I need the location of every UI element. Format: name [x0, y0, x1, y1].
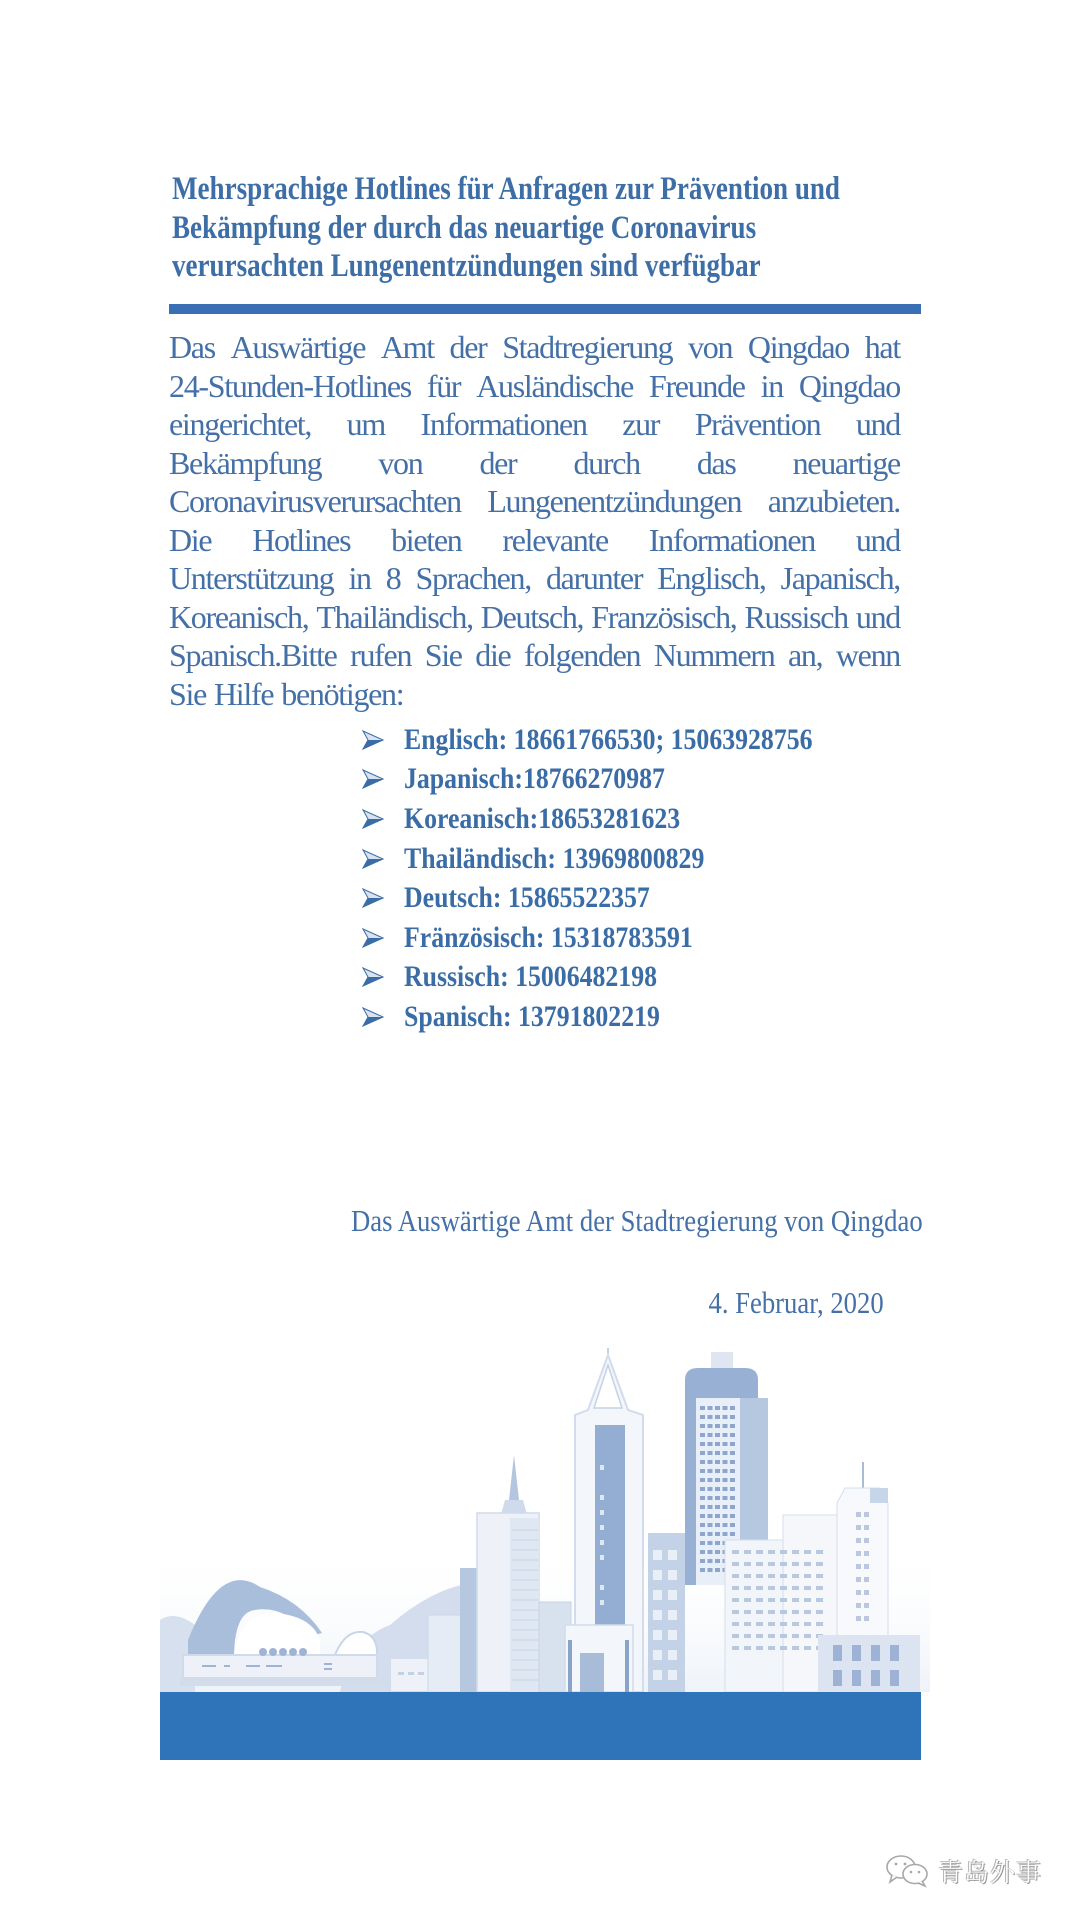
window [864, 1616, 869, 1621]
window [715, 1415, 720, 1419]
window [708, 1424, 713, 1428]
body-word: eingerichtet, [169, 406, 312, 442]
body-word: Koreanisch, [169, 598, 309, 635]
window [708, 1406, 713, 1410]
wechat-icon [884, 1854, 932, 1888]
window [756, 1634, 763, 1638]
window [856, 1616, 861, 1621]
body-word: 24-Stunden-Hotlines [169, 367, 411, 404]
window [816, 1598, 823, 1602]
window [723, 1478, 728, 1482]
window [700, 1469, 705, 1473]
body-word: in [348, 560, 371, 596]
window [730, 1496, 735, 1500]
body-word: Englisch, [657, 560, 766, 596]
window [756, 1610, 763, 1614]
window [780, 1550, 787, 1554]
body-word: 8 [385, 560, 401, 596]
window [732, 1598, 739, 1602]
window [744, 1550, 751, 1554]
body-word: Informationen [420, 406, 587, 442]
window [856, 1590, 861, 1595]
hotline-item [362, 878, 922, 918]
body-word: Auswärtige [230, 329, 366, 365]
window [856, 1603, 861, 1608]
arrowhead-bullet-icon [362, 808, 384, 830]
title-divider [169, 304, 921, 314]
title-line: Bekämpfung der durch das neuartige Coronavirus [172, 209, 757, 246]
window [816, 1622, 823, 1626]
window [768, 1586, 775, 1590]
window [732, 1610, 739, 1614]
window [700, 1532, 705, 1536]
window [723, 1523, 728, 1527]
window [715, 1496, 720, 1500]
hotline-text[interactable]: Fränzösisch: 15318783591 [404, 920, 693, 954]
window [730, 1514, 735, 1518]
window [708, 1478, 713, 1482]
window [744, 1586, 751, 1590]
window [730, 1478, 735, 1482]
body-word: relevante [502, 521, 608, 558]
body-word: bieten [391, 521, 462, 558]
window [715, 1460, 720, 1464]
window [804, 1634, 811, 1638]
body-word: Die [169, 521, 212, 558]
window [730, 1469, 735, 1473]
window [708, 1532, 713, 1536]
window [708, 1415, 713, 1419]
arrowhead-bullet-icon [362, 848, 384, 870]
window [856, 1577, 861, 1582]
window [700, 1460, 705, 1464]
body-word: Japanisch, [780, 560, 900, 596]
window [723, 1460, 728, 1464]
body-word: Bekämpfung [169, 444, 322, 481]
body-word: Freunde [648, 367, 745, 404]
window [856, 1551, 861, 1556]
window [864, 1564, 869, 1569]
body-word: darunter [545, 560, 643, 596]
window [715, 1406, 720, 1410]
hotline-item [362, 760, 922, 800]
signature [258, 1202, 923, 1240]
window [856, 1512, 861, 1517]
window [792, 1550, 799, 1554]
body-word: an, [788, 637, 823, 673]
window [780, 1646, 787, 1650]
window [700, 1487, 705, 1491]
window [700, 1514, 705, 1518]
window [708, 1460, 713, 1464]
window [723, 1442, 728, 1446]
arrowhead-bullet-icon [362, 927, 384, 949]
window [816, 1574, 823, 1578]
window [780, 1610, 787, 1614]
body-word: Sie [169, 675, 206, 712]
arrowhead-bullet-icon [362, 887, 384, 909]
window [723, 1415, 728, 1419]
window [700, 1523, 705, 1527]
window [715, 1469, 720, 1473]
window [856, 1564, 861, 1569]
window [715, 1505, 720, 1509]
hotline-text[interactable]: Thailändisch: 13969800829 [404, 841, 705, 875]
body-line [169, 405, 900, 444]
window [715, 1514, 720, 1518]
body-word: wenn [835, 637, 900, 673]
window [700, 1442, 705, 1446]
window [816, 1562, 823, 1566]
hotline-item [362, 720, 922, 760]
window [723, 1496, 728, 1500]
between-building [648, 1533, 685, 1692]
date-text: 4. Februar, 2020 [708, 1285, 884, 1320]
window [700, 1505, 705, 1509]
window [864, 1551, 869, 1556]
window [700, 1478, 705, 1482]
window [744, 1646, 751, 1650]
body-word: Informationen [648, 521, 815, 558]
body-line [169, 367, 900, 406]
window [864, 1590, 869, 1595]
body-word: Französisch, [591, 598, 737, 635]
window [744, 1598, 751, 1602]
window [715, 1559, 720, 1563]
body-word: Lungenentzündungen [487, 483, 742, 519]
window [715, 1523, 720, 1527]
body-word: Sie [424, 637, 462, 673]
body-word: von [378, 444, 423, 481]
body-word: Qingdao [747, 329, 850, 365]
watermark [884, 1852, 1042, 1890]
body-word: für [426, 367, 461, 404]
window [730, 1532, 735, 1536]
hotline-text[interactable]: Koreanisch:18653281623 [404, 801, 681, 835]
hotline-text[interactable]: Russisch: 15006482198 [404, 960, 658, 994]
window [792, 1586, 799, 1590]
window [730, 1451, 735, 1455]
window [780, 1598, 787, 1602]
window [792, 1610, 799, 1614]
window [708, 1487, 713, 1491]
body-word: von [688, 329, 733, 365]
window [804, 1598, 811, 1602]
window [708, 1505, 713, 1509]
window [700, 1406, 705, 1410]
hotline-item [362, 997, 922, 1037]
window [756, 1562, 763, 1566]
window [700, 1568, 705, 1572]
body-word: Unterstützung [169, 560, 334, 596]
body-word: zur [622, 406, 660, 442]
window [768, 1550, 775, 1554]
window [708, 1442, 713, 1446]
body-word: und [855, 598, 900, 635]
window [804, 1622, 811, 1626]
body-word: das [696, 444, 736, 481]
arrowhead-bullet-icon [362, 1006, 384, 1028]
hotline-text[interactable]: Japanisch:18766270987 [404, 762, 665, 796]
window [700, 1415, 705, 1419]
window [708, 1433, 713, 1437]
window [723, 1406, 728, 1410]
body-word: Thailändisch, [316, 598, 473, 635]
window [864, 1525, 869, 1530]
window [816, 1610, 823, 1614]
window [708, 1541, 713, 1545]
body-word: Hilfe [214, 675, 274, 712]
window [864, 1538, 869, 1543]
window [715, 1532, 720, 1536]
body-word: Stadtregierung [502, 329, 673, 365]
hotline-text[interactable]: Englisch: 18661766530; 15063928756 [404, 722, 813, 756]
window [732, 1550, 739, 1554]
body-word: Russisch [744, 598, 848, 635]
title-line: Mehrsprachige Hotlines für Anfragen zur Prävention und [172, 171, 840, 207]
window [856, 1525, 861, 1530]
body-line [169, 482, 900, 521]
window [816, 1586, 823, 1590]
signature-text: Das Auswärtige Amt der Stadtregierung von Qingdao [351, 1203, 923, 1238]
hotline-item [362, 799, 922, 839]
body-paragraph [169, 328, 900, 713]
window [864, 1603, 869, 1608]
window [730, 1523, 735, 1527]
window [856, 1538, 861, 1543]
window [792, 1574, 799, 1578]
window [780, 1622, 787, 1626]
window [732, 1574, 739, 1578]
window [700, 1541, 705, 1545]
window [768, 1574, 775, 1578]
body-word: in [760, 367, 783, 404]
hotline-text[interactable]: Spanisch: 13791802219 [404, 999, 660, 1033]
window [792, 1622, 799, 1626]
window [744, 1562, 751, 1566]
window [804, 1646, 811, 1650]
window [708, 1496, 713, 1500]
body-line [169, 521, 900, 560]
arrowhead-bullet-icon [362, 729, 384, 751]
body-word: Nummern [653, 637, 775, 673]
window [768, 1598, 775, 1602]
body-line [169, 444, 900, 483]
window [708, 1559, 713, 1563]
date [600, 1284, 884, 1322]
window [723, 1505, 728, 1509]
window [768, 1610, 775, 1614]
window [792, 1598, 799, 1602]
window [792, 1646, 799, 1650]
window [732, 1646, 739, 1650]
central-tower [565, 1348, 643, 1692]
window [715, 1487, 720, 1491]
footer-band [160, 1692, 921, 1760]
window [723, 1469, 728, 1473]
hotline-item [362, 958, 922, 998]
body-word: folgenden [524, 637, 641, 673]
window [730, 1505, 735, 1509]
body-word: hat [864, 329, 900, 365]
window [744, 1574, 751, 1578]
window [700, 1559, 705, 1563]
window [708, 1523, 713, 1527]
window [730, 1424, 735, 1428]
window [768, 1646, 775, 1650]
window [700, 1424, 705, 1428]
window [732, 1562, 739, 1566]
window [732, 1586, 739, 1590]
window [864, 1512, 869, 1517]
window [715, 1451, 720, 1455]
window [804, 1574, 811, 1578]
window [708, 1514, 713, 1518]
body-word: und [855, 406, 900, 442]
watermark-text: 青岛外事 [938, 1858, 1043, 1887]
window [792, 1562, 799, 1566]
window [804, 1550, 811, 1554]
body-word: Deutsch, [480, 598, 584, 635]
window [732, 1634, 739, 1638]
window [730, 1415, 735, 1419]
arrowhead-bullet-icon [362, 768, 384, 790]
body-word: neuartige [792, 444, 900, 481]
body-word: Spanisch.Bitte [169, 637, 337, 673]
body-word: um [346, 406, 385, 442]
window [715, 1550, 720, 1554]
window [723, 1451, 728, 1455]
window [756, 1550, 763, 1554]
window [756, 1646, 763, 1650]
window [768, 1562, 775, 1566]
window [715, 1433, 720, 1437]
window [715, 1442, 720, 1446]
window [708, 1550, 713, 1554]
body-line [169, 559, 900, 598]
window [732, 1622, 739, 1626]
window [715, 1541, 720, 1545]
window [708, 1568, 713, 1572]
body-word: und [855, 521, 900, 558]
window [730, 1406, 735, 1410]
window [715, 1478, 720, 1482]
body-line [169, 328, 900, 367]
window [768, 1634, 775, 1638]
narrow-building [460, 1568, 478, 1692]
window [780, 1562, 787, 1566]
page-title [172, 170, 840, 286]
window [700, 1451, 705, 1455]
body-word: Das [169, 329, 215, 365]
body-word: rufen [350, 637, 412, 673]
window [804, 1586, 811, 1590]
window [780, 1574, 787, 1578]
window [768, 1622, 775, 1626]
hotline-item [362, 918, 922, 958]
window [723, 1532, 728, 1536]
window [864, 1577, 869, 1582]
window [756, 1598, 763, 1602]
window [780, 1586, 787, 1590]
window [816, 1550, 823, 1554]
title-line: verursachten Lungenentzündungen sind verfügbar [172, 248, 761, 284]
window [744, 1622, 751, 1626]
body-word: der [479, 444, 517, 481]
body-word: benötigen: [281, 675, 404, 712]
hotline-text[interactable]: Deutsch: 15865522357 [404, 881, 650, 915]
window [723, 1514, 728, 1518]
window [723, 1433, 728, 1437]
window [730, 1487, 735, 1491]
window [700, 1433, 705, 1437]
body-word: Hotlines [252, 521, 351, 558]
window [730, 1442, 735, 1446]
window [730, 1433, 735, 1437]
window [756, 1586, 763, 1590]
body-line [169, 598, 900, 637]
window [756, 1574, 763, 1578]
arrowhead-bullet-icon [362, 966, 384, 988]
window [708, 1451, 713, 1455]
window [756, 1622, 763, 1626]
window [780, 1634, 787, 1638]
window [708, 1469, 713, 1473]
body-word: der [449, 329, 487, 365]
body-word: Ausländische [476, 367, 634, 404]
window [792, 1634, 799, 1638]
window [700, 1550, 705, 1554]
hotline-item [362, 839, 922, 879]
window [744, 1634, 751, 1638]
body-word: anzubieten. [767, 483, 900, 519]
window [723, 1424, 728, 1428]
window [804, 1610, 811, 1614]
body-word: Qingdao [798, 367, 900, 404]
city-skyline-illustration [150, 1340, 940, 1700]
body-line [169, 636, 900, 675]
body-line [169, 675, 900, 714]
body-word: die [475, 637, 511, 673]
window [723, 1487, 728, 1491]
window [804, 1562, 811, 1566]
window [744, 1610, 751, 1614]
hotline-list [362, 720, 922, 1037]
window [730, 1460, 735, 1464]
window [700, 1496, 705, 1500]
body-word: Prävention [694, 406, 821, 442]
body-word: Coronavirusverursachten [169, 483, 461, 519]
body-word: durch [573, 444, 640, 481]
window [715, 1568, 720, 1572]
window [715, 1424, 720, 1428]
body-word: Sprachen, [415, 560, 531, 596]
body-word: Amt [380, 329, 434, 365]
spire-tower [477, 1455, 539, 1692]
